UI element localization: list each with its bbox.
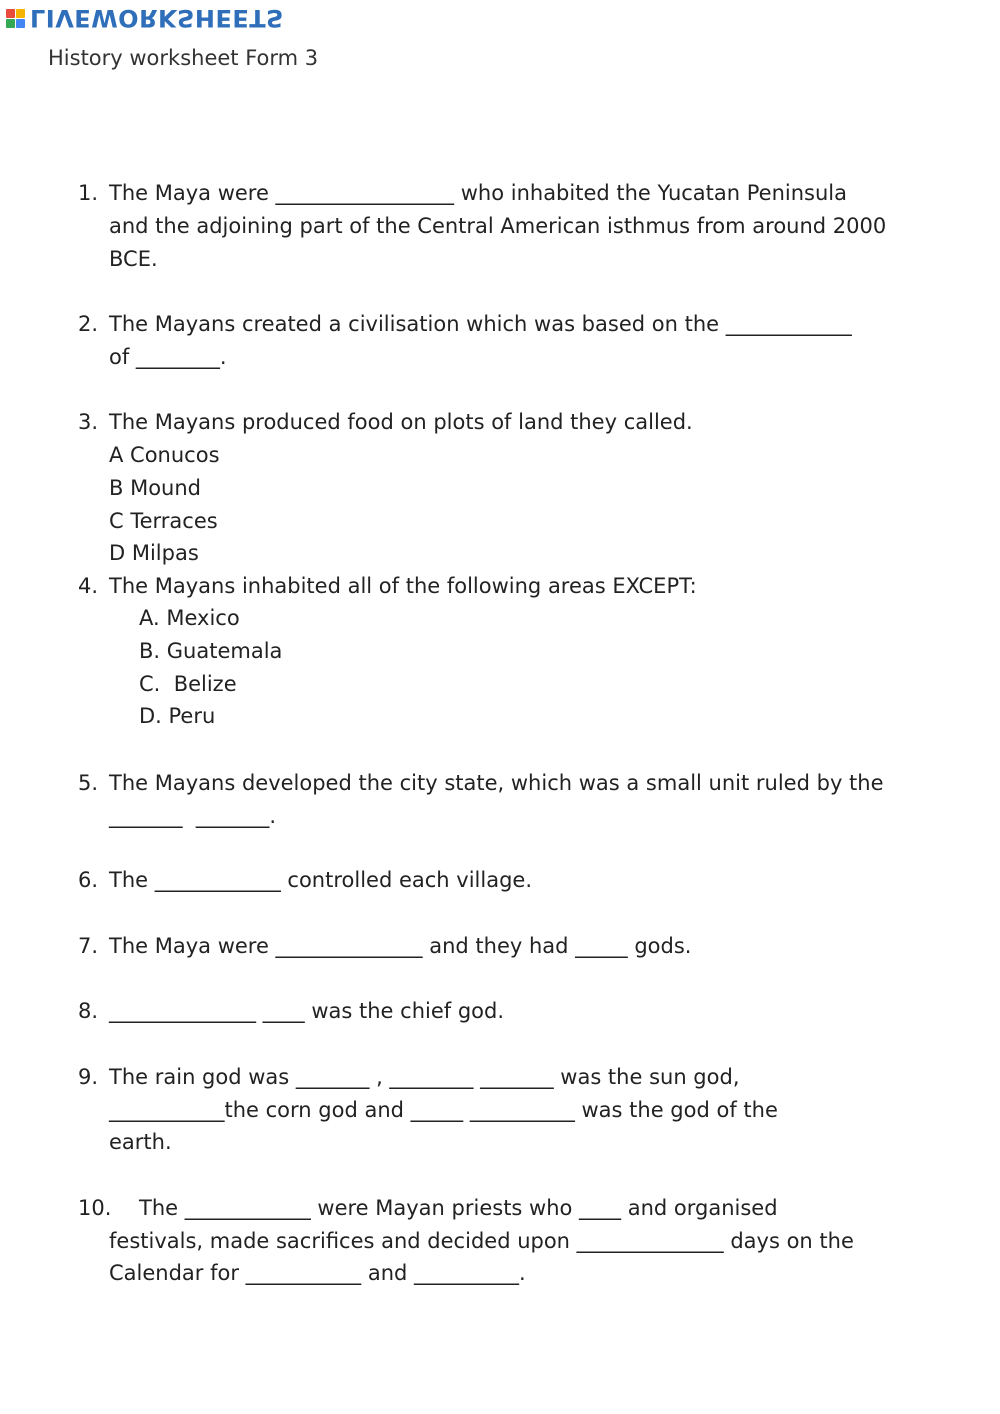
answer-option: A. Mexico: [139, 606, 240, 630]
question-text: ______________ ____ was the chief god.: [109, 999, 505, 1023]
question-text: _______ _______.: [109, 804, 277, 828]
question-text: ___________the corn god and _____ __________ was the god of the: [109, 1098, 778, 1122]
question-text: Calendar for ___________ and __________.: [109, 1261, 526, 1285]
question-text: The Mayans developed the city state, which was a small unit ruled by the: [109, 771, 884, 795]
logo-block-blue: [16, 19, 25, 28]
answer-option: B. Guatemala: [139, 639, 283, 663]
question-number: 7.: [78, 934, 99, 958]
answer-option: A Conucos: [109, 443, 220, 467]
liveworksheets-logo: [6, 3, 284, 33]
question-text: and the adjoining part of the Central American isthmus from around 2000: [109, 214, 887, 238]
question-number: 3.: [78, 410, 99, 434]
question-text: The Mayans created a civilisation which was based on the ____________: [109, 312, 852, 336]
question-text: The Mayans inhabited all of the following areas EXCEPT:: [109, 574, 697, 598]
logo-blocks-icon: [6, 9, 25, 28]
question-number: 4.: [78, 574, 99, 598]
question-text: The ____________ were Mayan priests who ____ and organised: [139, 1196, 778, 1220]
question-number: 9.: [78, 1065, 99, 1089]
logo-block-red: [6, 9, 15, 18]
logo-block-green: [6, 19, 15, 28]
worksheet-title: History worksheet Form 3: [48, 46, 319, 70]
answer-option: D. Peru: [139, 704, 216, 728]
logo-text: LIVEWORKSHEETS: [30, 4, 284, 32]
question-number: 6.: [78, 868, 99, 892]
answer-option: C Terraces: [109, 509, 218, 533]
question-text: The Maya were _________________ who inhabited the Yucatan Peninsula: [109, 181, 847, 205]
logo-block-yellow: [16, 9, 25, 18]
question-number: 5.: [78, 771, 99, 795]
question-text: of ________.: [109, 345, 227, 369]
question-text: earth.: [109, 1130, 172, 1154]
question-text: BCE.: [109, 247, 158, 271]
question-number: 1.: [78, 181, 99, 205]
question-text: The Maya were ______________ and they had _____ gods.: [109, 934, 692, 958]
question-text: The ____________ controlled each village.: [109, 868, 533, 892]
question-number: 10.: [78, 1196, 112, 1220]
answer-option: B Mound: [109, 476, 201, 500]
question-number: 8.: [78, 999, 99, 1023]
question-text: The rain god was _______ , ________ _______ was the sun god,: [109, 1065, 740, 1089]
question-text: festivals, made sacrifices and decided upon ______________ days on the: [109, 1229, 854, 1253]
answer-option: C. Belize: [139, 672, 237, 696]
question-text: The Mayans produced food on plots of land they called.: [109, 410, 693, 434]
question-number: 2.: [78, 312, 99, 336]
answer-option: D Milpas: [109, 541, 199, 565]
